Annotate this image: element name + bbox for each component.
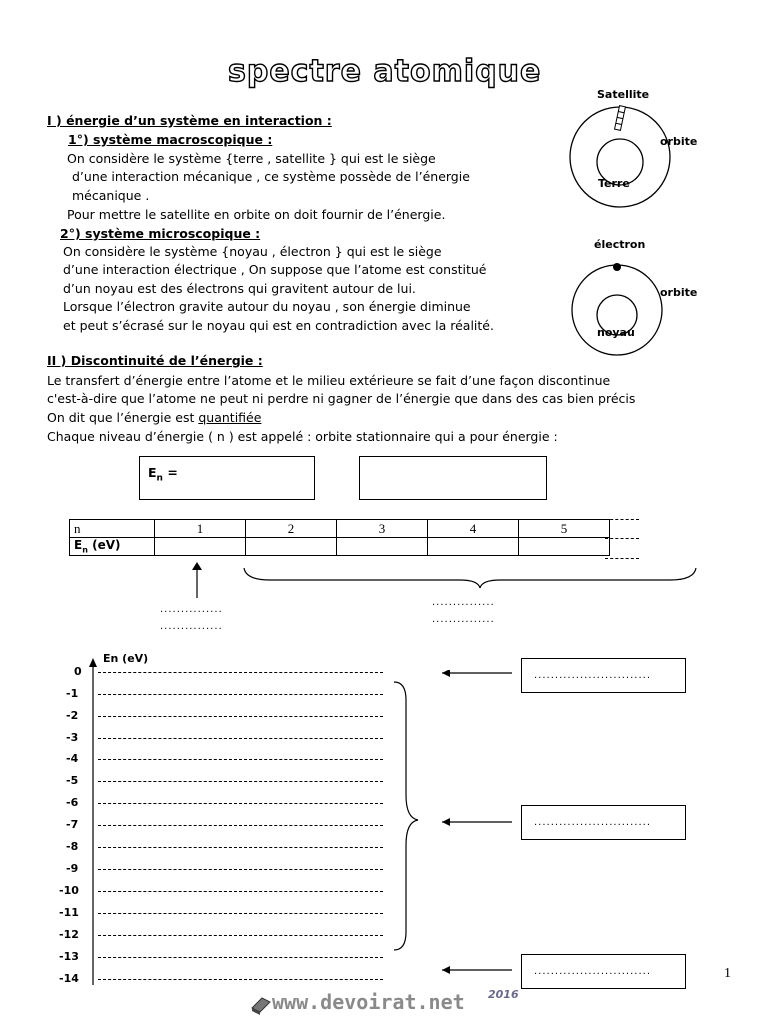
table-continuation-line	[605, 558, 639, 559]
unit: (eV)	[87, 538, 121, 553]
paragraph-line: Pour mettre le satellite en orbite on doit fournir de l’énergie.	[67, 207, 446, 222]
nucleus-label: noyau	[597, 326, 635, 339]
energy-level-line	[98, 847, 383, 848]
tick-label: -14	[59, 972, 79, 985]
subsection-1-heading: 1°) système macroscopique :	[68, 132, 273, 147]
table-cell-input[interactable]	[155, 538, 246, 556]
symbol: E	[148, 465, 157, 480]
tick-label: -3	[66, 731, 79, 744]
energy-level-line	[98, 716, 383, 717]
formula-box[interactable]	[139, 456, 315, 500]
orbit-label: orbite	[660, 135, 698, 148]
table-cell-input[interactable]	[337, 538, 428, 556]
energy-level-line	[98, 913, 383, 914]
energy-level-line	[98, 803, 383, 804]
energy-level-line	[98, 672, 383, 673]
answer-box[interactable]	[359, 456, 547, 500]
energy-level-line	[98, 891, 383, 892]
paragraph-line: d’une interaction électrique , On suppose que l’atome est constitué	[63, 262, 487, 277]
energy-level-line	[98, 979, 383, 980]
paragraph-line: Chaque niveau d’énergie ( n ) est appelé : orbite stationnaire qui a pour énergie :	[47, 429, 558, 444]
tick-label: -9	[66, 862, 79, 875]
satellite-icon	[615, 106, 626, 131]
tick-label: -1	[66, 687, 79, 700]
axis-label: En (eV)	[103, 652, 149, 665]
column-n-5: 5	[519, 520, 610, 538]
book-logo-icon	[250, 994, 272, 1016]
table-continuation-line	[605, 519, 639, 520]
orbit-circle	[572, 265, 662, 355]
paragraph-line	[47, 410, 261, 425]
table-cell-input[interactable]	[428, 538, 519, 556]
arrow-head-icon	[442, 818, 450, 826]
tick-label: -6	[66, 796, 79, 809]
energy-level-line	[98, 694, 383, 695]
row-label-n: n	[70, 520, 155, 538]
arrow-head-icon	[192, 562, 202, 570]
satellite-label: Satellite	[597, 88, 650, 101]
energy-level-line	[98, 935, 383, 936]
electron-orbit-diagram	[560, 255, 710, 365]
paragraph-line: d’un noyau est des électrons qui gravitent autour de lui.	[63, 281, 416, 296]
table-row	[70, 538, 610, 556]
axis-arrow-icon	[89, 658, 97, 667]
table-annotations	[150, 560, 710, 600]
satellite-orbit-diagram	[560, 100, 710, 210]
subsection-2-heading: 2°) système microscopique :	[60, 226, 261, 241]
blank-line: ............................	[534, 966, 652, 977]
blank-line: ............................	[534, 670, 652, 681]
column-n-3: 3	[337, 520, 428, 538]
answer-box[interactable]	[521, 658, 686, 693]
column-n-2: 2	[246, 520, 337, 538]
earth-label: Terre	[598, 177, 630, 190]
footer-site[interactable]: www.devoirat.net	[272, 990, 465, 1014]
subscript: n	[82, 545, 88, 555]
energy-level-line	[98, 957, 383, 958]
blank-line[interactable]: ...............	[432, 597, 495, 608]
formula-label	[148, 465, 178, 484]
electron-dot	[613, 263, 621, 271]
equals-sign: =	[162, 465, 178, 480]
answer-box[interactable]	[521, 954, 686, 989]
paragraph-line: Le transfert d’énergie entre l’atome et le milieu extérieure se fait d’une façon discontinue	[47, 373, 611, 388]
blank-line[interactable]: ...............	[160, 621, 223, 632]
paragraph-line: d’une interaction mécanique , ce système possède de l’énergie	[72, 169, 470, 184]
tick-label: -10	[59, 884, 79, 897]
answer-box[interactable]	[521, 805, 686, 840]
tick-label: -7	[66, 818, 79, 831]
page-title: spectre atomique	[228, 54, 542, 89]
table-continuation-line	[605, 538, 639, 539]
blank-line[interactable]: ...............	[432, 614, 495, 625]
tick-label: -2	[66, 709, 79, 722]
chart-annotations	[390, 670, 520, 980]
horizontal-brace-icon	[244, 568, 696, 588]
column-n-4: 4	[428, 520, 519, 538]
subscript: n	[156, 473, 163, 484]
paragraph-line: Lorsque l’électron gravite autour du noyau , son énergie diminue	[63, 299, 471, 314]
energy-level-line	[98, 759, 383, 760]
section-2-heading: II ) Discontinuité de l’énergie :	[47, 353, 263, 368]
blank-line[interactable]: ...............	[160, 604, 223, 615]
arrow-head-icon	[442, 670, 450, 677]
orbit-label: orbite	[660, 286, 698, 299]
tick-label: -12	[59, 928, 79, 941]
tick-label: -13	[59, 950, 79, 963]
table-cell-input[interactable]	[519, 538, 610, 556]
energy-level-line	[98, 869, 383, 870]
paragraph-line: et peut s’écrasé sur le noyau qui est en contradiction avec la réalité.	[63, 318, 494, 333]
underlined-term: quantifiée	[198, 410, 262, 425]
footer-year: 2016	[488, 988, 519, 1001]
energy-level-line	[98, 781, 383, 782]
tick-label: -8	[66, 840, 79, 853]
symbol: E	[74, 538, 83, 553]
paragraph-line: On considère le système {noyau , électron } qui est le siège	[63, 244, 442, 259]
tick-label: -4	[66, 752, 79, 765]
energy-level-line	[98, 825, 383, 826]
column-n-1: 1	[155, 520, 246, 538]
blank-line: ............................	[534, 817, 652, 828]
energy-level-line	[98, 738, 383, 739]
table-row	[70, 520, 610, 538]
page-number: 1	[724, 966, 731, 981]
table-cell-input[interactable]	[246, 538, 337, 556]
electron-label: électron	[594, 238, 646, 251]
energy-levels-table	[69, 519, 610, 556]
text-segment: On dit que l’énergie est	[47, 410, 199, 425]
paragraph-line: On considère le système {terre , satellite } qui est le siège	[67, 151, 436, 166]
paragraph-line: mécanique .	[72, 188, 150, 203]
tick-label: 0	[74, 665, 82, 678]
vertical-brace-icon	[394, 682, 418, 950]
tick-label: -5	[66, 774, 79, 787]
row-label-en	[70, 538, 155, 556]
arrow-head-icon	[442, 966, 450, 974]
energy-axis	[86, 655, 100, 990]
paragraph-line: c'est-à-dire que l’atome ne peut ni perdre ni gagner de l’énergie que dans des cas bien précis	[47, 391, 636, 406]
section-1-heading: I ) énergie d’un système en interaction :	[47, 113, 332, 128]
tick-label: -11	[59, 906, 79, 919]
